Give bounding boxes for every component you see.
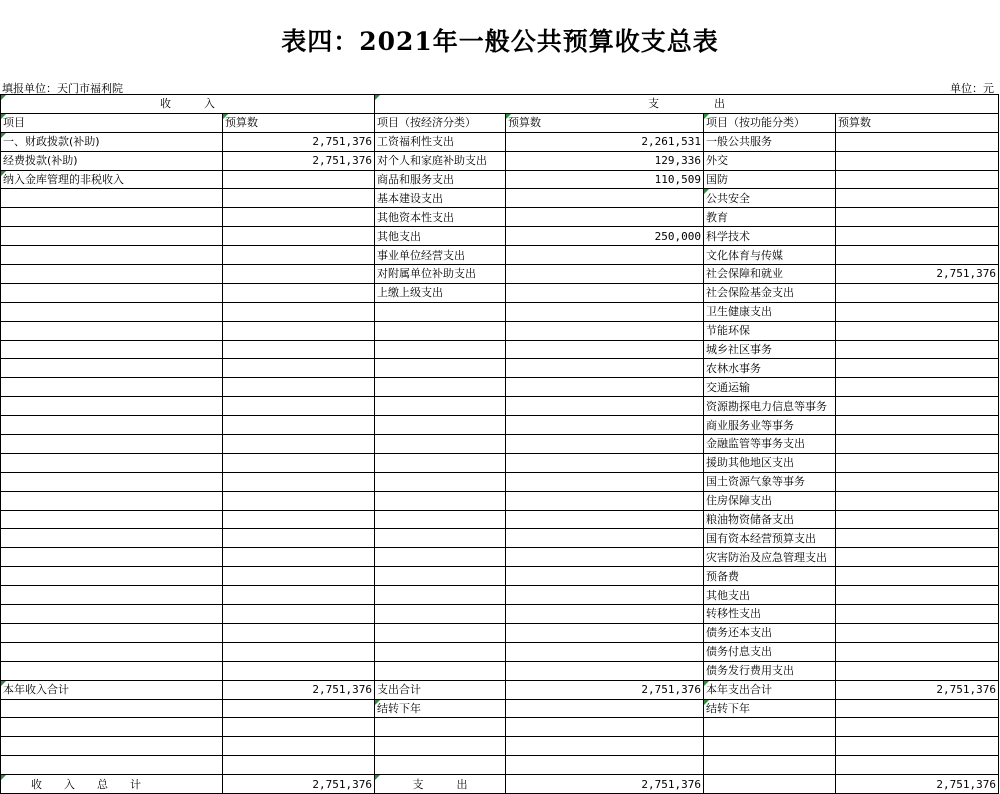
- currency-unit: 单位：元: [950, 82, 994, 95]
- income-item-cell[interactable]: [1, 265, 223, 284]
- income-budget-cell[interactable]: [223, 283, 375, 302]
- func-budget-cell[interactable]: [836, 170, 999, 189]
- econ-item-cell[interactable]: 工资福利性支出: [375, 132, 506, 151]
- table-row: [1, 718, 999, 737]
- expense-header-cell[interactable]: 支 出: [375, 95, 999, 114]
- econ-item-cell[interactable]: 事业单位经营支出: [375, 246, 506, 265]
- func-budget-cell[interactable]: [836, 491, 999, 510]
- table-row: [1, 435, 999, 454]
- func-item-cell[interactable]: 援助其他地区支出: [704, 453, 836, 472]
- econ-item-cell[interactable]: [375, 435, 506, 454]
- income-header-cell[interactable]: 收 入: [1, 95, 375, 114]
- table-row: [1, 642, 999, 661]
- func-item-cell[interactable]: 节能环保: [704, 321, 836, 340]
- econ-budget-cell[interactable]: [506, 586, 704, 605]
- func-item-cell[interactable]: [704, 756, 836, 775]
- func-item-cell[interactable]: 文化体育与传媒: [704, 246, 836, 265]
- econ-item-cell[interactable]: [375, 661, 506, 680]
- income-item-cell[interactable]: [1, 302, 223, 321]
- table-row: [1, 661, 999, 680]
- income-budget-cell[interactable]: 2,751,376: [223, 151, 375, 170]
- func-budget-cell[interactable]: [836, 246, 999, 265]
- econ-item-cell[interactable]: 其他资本性支出: [375, 208, 506, 227]
- func-item-cell[interactable]: 科学技术: [704, 227, 836, 246]
- func-budget-cell[interactable]: [836, 359, 999, 378]
- income-budget-cell[interactable]: [223, 623, 375, 642]
- table-row: [1, 491, 999, 510]
- col-header-item[interactable]: 项目: [1, 113, 223, 132]
- income-item-cell[interactable]: [1, 642, 223, 661]
- econ-item-cell[interactable]: [375, 756, 506, 775]
- func-item-cell[interactable]: 社会保障和就业: [704, 265, 836, 284]
- econ-budget-cell[interactable]: [506, 491, 704, 510]
- func-budget-cell[interactable]: [836, 340, 999, 359]
- income-budget-cell[interactable]: [223, 302, 375, 321]
- econ-item-cell[interactable]: [375, 548, 506, 567]
- func-budget-cell[interactable]: [836, 378, 999, 397]
- func-budget-cell[interactable]: [836, 737, 999, 756]
- income-item-cell[interactable]: [1, 435, 223, 454]
- econ-budget-cell[interactable]: [506, 435, 704, 454]
- func-item-cell[interactable]: 转移性支出: [704, 605, 836, 624]
- func-budget-cell[interactable]: 2,751,376: [836, 265, 999, 284]
- income-item-cell[interactable]: 本年收入合计: [1, 680, 223, 699]
- table-row: [1, 623, 999, 642]
- col-header-econ-item[interactable]: 项目（按经济分类）: [375, 113, 506, 132]
- func-item-cell[interactable]: 交通运输: [704, 378, 836, 397]
- econ-budget-cell[interactable]: [506, 699, 704, 718]
- income-budget-cell[interactable]: [223, 510, 375, 529]
- func-budget-cell[interactable]: 2,751,376: [836, 775, 999, 794]
- func-item-cell[interactable]: 住房保障支出: [704, 491, 836, 510]
- econ-item-cell[interactable]: [375, 378, 506, 397]
- income-item-cell[interactable]: [1, 661, 223, 680]
- func-item-cell[interactable]: 国土资源气象等事务: [704, 472, 836, 491]
- income-budget-cell[interactable]: [223, 265, 375, 284]
- func-budget-cell[interactable]: [836, 548, 999, 567]
- income-budget-cell[interactable]: [223, 605, 375, 624]
- func-budget-cell[interactable]: [836, 756, 999, 775]
- income-budget-cell[interactable]: [223, 756, 375, 775]
- income-item-cell[interactable]: [1, 208, 223, 227]
- income-budget-cell[interactable]: [223, 170, 375, 189]
- func-item-cell[interactable]: 城乡社区事务: [704, 340, 836, 359]
- reporting-unit: 填报单位：天门市福利院: [2, 82, 123, 95]
- func-budget-cell[interactable]: [836, 661, 999, 680]
- table-row: [1, 132, 999, 151]
- income-item-cell[interactable]: [1, 623, 223, 642]
- econ-budget-cell[interactable]: [506, 283, 704, 302]
- func-item-cell[interactable]: 社会保险基金支出: [704, 283, 836, 302]
- table-row: [1, 529, 999, 548]
- econ-budget-cell[interactable]: [506, 718, 704, 737]
- econ-item-cell[interactable]: 支 出: [375, 775, 506, 794]
- income-budget-cell[interactable]: [223, 189, 375, 208]
- func-item-cell[interactable]: 商业服务业等事务: [704, 416, 836, 435]
- func-budget-cell[interactable]: [836, 453, 999, 472]
- econ-budget-cell[interactable]: [506, 661, 704, 680]
- func-item-cell[interactable]: 本年支出合计: [704, 680, 836, 699]
- econ-budget-cell[interactable]: [506, 208, 704, 227]
- table-row: [1, 321, 999, 340]
- func-budget-cell[interactable]: [836, 208, 999, 227]
- func-item-cell[interactable]: 国防: [704, 170, 836, 189]
- income-budget-cell[interactable]: [223, 529, 375, 548]
- income-item-cell[interactable]: [1, 321, 223, 340]
- table-row: [1, 265, 999, 284]
- table-row: [1, 397, 999, 416]
- income-budget-cell[interactable]: [223, 321, 375, 340]
- table-row: [1, 340, 999, 359]
- econ-budget-cell[interactable]: [506, 302, 704, 321]
- table-row: [1, 378, 999, 397]
- income-budget-cell[interactable]: [223, 642, 375, 661]
- econ-item-cell[interactable]: [375, 302, 506, 321]
- table-row: [1, 737, 999, 756]
- income-budget-cell[interactable]: 2,751,376: [223, 775, 375, 794]
- table-row: [1, 208, 999, 227]
- econ-budget-cell[interactable]: [506, 529, 704, 548]
- income-budget-cell[interactable]: [223, 208, 375, 227]
- func-item-cell[interactable]: 灾害防治及应急管理支出: [704, 548, 836, 567]
- income-budget-cell[interactable]: 2,751,376: [223, 132, 375, 151]
- income-item-cell[interactable]: [1, 756, 223, 775]
- func-budget-cell[interactable]: [836, 472, 999, 491]
- func-budget-cell[interactable]: [836, 302, 999, 321]
- table-row: [1, 189, 999, 208]
- econ-item-cell[interactable]: [375, 642, 506, 661]
- func-item-cell[interactable]: 金融监管等事务支出: [704, 435, 836, 454]
- func-budget-cell[interactable]: [836, 623, 999, 642]
- income-item-cell[interactable]: 一、财政拨款(补助): [1, 132, 223, 151]
- func-budget-cell[interactable]: [836, 586, 999, 605]
- econ-budget-cell[interactable]: 2,751,376: [506, 680, 704, 699]
- func-item-cell[interactable]: 外交: [704, 151, 836, 170]
- col-header-budget[interactable]: 预算数: [223, 113, 375, 132]
- table-row: [1, 605, 999, 624]
- econ-item-cell[interactable]: [375, 491, 506, 510]
- income-item-cell[interactable]: [1, 340, 223, 359]
- table-row: [1, 359, 999, 378]
- table-row: [1, 756, 999, 775]
- income-budget-cell[interactable]: [223, 567, 375, 586]
- econ-budget-cell[interactable]: [506, 510, 704, 529]
- econ-item-cell[interactable]: [375, 453, 506, 472]
- income-budget-cell[interactable]: [223, 718, 375, 737]
- econ-budget-cell[interactable]: [506, 321, 704, 340]
- income-item-cell[interactable]: [1, 510, 223, 529]
- subheader-row: [1, 113, 999, 132]
- income-item-cell[interactable]: [1, 227, 223, 246]
- table-row: [1, 302, 999, 321]
- econ-budget-cell[interactable]: [506, 453, 704, 472]
- income-budget-cell[interactable]: [223, 435, 375, 454]
- table-row: [1, 416, 999, 435]
- econ-item-cell[interactable]: [375, 397, 506, 416]
- econ-item-cell[interactable]: 商品和服务支出: [375, 170, 506, 189]
- table-row: [1, 472, 999, 491]
- income-item-cell[interactable]: [1, 529, 223, 548]
- econ-budget-cell[interactable]: 2,751,376: [506, 775, 704, 794]
- func-item-cell[interactable]: 其他支出: [704, 586, 836, 605]
- table-row: [1, 567, 999, 586]
- econ-budget-cell[interactable]: [506, 605, 704, 624]
- income-budget-cell[interactable]: [223, 586, 375, 605]
- table-row: [1, 246, 999, 265]
- econ-item-cell[interactable]: [375, 737, 506, 756]
- func-budget-cell[interactable]: [836, 529, 999, 548]
- income-item-cell[interactable]: [1, 491, 223, 510]
- table-row: [1, 227, 999, 246]
- func-item-cell[interactable]: 结转下年: [704, 699, 836, 718]
- func-budget-cell[interactable]: 2,751,376: [836, 680, 999, 699]
- income-budget-cell[interactable]: [223, 397, 375, 416]
- func-budget-cell[interactable]: [836, 227, 999, 246]
- table-row: [1, 283, 999, 302]
- econ-budget-cell[interactable]: [506, 623, 704, 642]
- income-budget-cell[interactable]: [223, 472, 375, 491]
- func-budget-cell[interactable]: [836, 605, 999, 624]
- func-budget-cell[interactable]: [836, 283, 999, 302]
- budget-table: [0, 94, 999, 794]
- func-item-cell[interactable]: 卫生健康支出: [704, 302, 836, 321]
- col-header-func-budget[interactable]: 预算数: [836, 113, 999, 132]
- col-header-econ-budget[interactable]: 预算数: [506, 113, 704, 132]
- func-budget-cell[interactable]: [836, 189, 999, 208]
- income-budget-cell[interactable]: [223, 737, 375, 756]
- econ-budget-cell[interactable]: [506, 737, 704, 756]
- func-item-cell[interactable]: 公共安全: [704, 189, 836, 208]
- func-item-cell[interactable]: 农林水事务: [704, 359, 836, 378]
- income-item-cell[interactable]: [1, 283, 223, 302]
- income-budget-cell[interactable]: 2,751,376: [223, 680, 375, 699]
- table-row: [1, 586, 999, 605]
- func-item-cell[interactable]: [704, 718, 836, 737]
- econ-item-cell[interactable]: 对个人和家庭补助支出: [375, 151, 506, 170]
- func-item-cell[interactable]: [704, 775, 836, 794]
- income-item-cell[interactable]: [1, 453, 223, 472]
- func-budget-cell[interactable]: [836, 510, 999, 529]
- func-item-cell[interactable]: 国有资本经营预算支出: [704, 529, 836, 548]
- econ-item-cell[interactable]: [375, 321, 506, 340]
- income-budget-cell[interactable]: [223, 340, 375, 359]
- econ-item-cell[interactable]: [375, 605, 506, 624]
- table-row: [1, 170, 999, 189]
- income-item-cell[interactable]: [1, 189, 223, 208]
- income-budget-cell[interactable]: [223, 699, 375, 718]
- econ-budget-cell[interactable]: [506, 189, 704, 208]
- econ-item-cell[interactable]: 其他支出: [375, 227, 506, 246]
- income-item-cell[interactable]: [1, 567, 223, 586]
- econ-item-cell[interactable]: 上缴上级支出: [375, 283, 506, 302]
- income-item-cell[interactable]: 收 入 总 计: [1, 775, 223, 794]
- econ-budget-cell[interactable]: [506, 397, 704, 416]
- table-row: [1, 548, 999, 567]
- income-item-cell[interactable]: [1, 397, 223, 416]
- income-item-cell[interactable]: [1, 246, 223, 265]
- func-budget-cell[interactable]: [836, 435, 999, 454]
- income-budget-cell[interactable]: [223, 453, 375, 472]
- income-item-cell[interactable]: 经费拨款(补助): [1, 151, 223, 170]
- income-budget-cell[interactable]: [223, 416, 375, 435]
- func-item-cell[interactable]: 预备费: [704, 567, 836, 586]
- func-budget-cell[interactable]: [836, 567, 999, 586]
- income-budget-cell[interactable]: [223, 378, 375, 397]
- income-budget-cell[interactable]: [223, 491, 375, 510]
- func-item-cell[interactable]: [704, 737, 836, 756]
- income-budget-cell[interactable]: [223, 359, 375, 378]
- econ-budget-cell[interactable]: [506, 416, 704, 435]
- econ-budget-cell[interactable]: [506, 359, 704, 378]
- col-header-func-item[interactable]: 项目（按功能分类）: [704, 113, 836, 132]
- income-budget-cell[interactable]: [223, 227, 375, 246]
- econ-item-cell[interactable]: [375, 472, 506, 491]
- econ-budget-cell[interactable]: [506, 567, 704, 586]
- table-row: [1, 453, 999, 472]
- econ-budget-cell[interactable]: 129,336: [506, 151, 704, 170]
- header-row: [1, 95, 999, 114]
- func-item-cell[interactable]: 资源勘探电力信息等事务: [704, 397, 836, 416]
- func-item-cell[interactable]: 债务还本支出: [704, 623, 836, 642]
- econ-budget-cell[interactable]: [506, 548, 704, 567]
- func-budget-cell[interactable]: [836, 718, 999, 737]
- func-budget-cell[interactable]: [836, 699, 999, 718]
- econ-item-cell[interactable]: [375, 529, 506, 548]
- func-item-cell[interactable]: 债务付息支出: [704, 642, 836, 661]
- func-item-cell[interactable]: 债务发行费用支出: [704, 661, 836, 680]
- income-item-cell[interactable]: [1, 586, 223, 605]
- income-item-cell[interactable]: [1, 737, 223, 756]
- table-row: [1, 151, 999, 170]
- income-budget-cell[interactable]: [223, 246, 375, 265]
- func-item-cell[interactable]: 粮油物资储备支出: [704, 510, 836, 529]
- econ-budget-cell[interactable]: [506, 642, 704, 661]
- func-budget-cell[interactable]: [836, 151, 999, 170]
- income-item-cell[interactable]: [1, 548, 223, 567]
- func-budget-cell[interactable]: [836, 642, 999, 661]
- func-budget-cell[interactable]: [836, 321, 999, 340]
- page-title: 表四：2021年一般公共预算收支总表: [281, 27, 719, 56]
- econ-budget-cell[interactable]: [506, 756, 704, 775]
- income-budget-cell[interactable]: [223, 548, 375, 567]
- table-row: [1, 699, 999, 718]
- econ-item-cell[interactable]: 结转下年: [375, 699, 506, 718]
- func-budget-cell[interactable]: [836, 416, 999, 435]
- table-row: [1, 680, 999, 699]
- income-budget-cell[interactable]: [223, 661, 375, 680]
- econ-budget-cell[interactable]: 110,509: [506, 170, 704, 189]
- econ-budget-cell[interactable]: [506, 265, 704, 284]
- econ-budget-cell[interactable]: [506, 378, 704, 397]
- econ-item-cell[interactable]: 对附属单位补助支出: [375, 265, 506, 284]
- income-item-cell[interactable]: [1, 472, 223, 491]
- income-item-cell[interactable]: [1, 605, 223, 624]
- econ-item-cell[interactable]: [375, 510, 506, 529]
- econ-item-cell[interactable]: [375, 416, 506, 435]
- grand-total-row: [1, 775, 999, 794]
- econ-item-cell[interactable]: 基本建设支出: [375, 189, 506, 208]
- income-item-cell[interactable]: 纳入金库管理的非税收入: [1, 170, 223, 189]
- func-budget-cell[interactable]: [836, 397, 999, 416]
- econ-item-cell[interactable]: [375, 718, 506, 737]
- table-row: [1, 510, 999, 529]
- econ-budget-cell[interactable]: 250,000: [506, 227, 704, 246]
- econ-budget-cell[interactable]: [506, 340, 704, 359]
- econ-budget-cell[interactable]: [506, 472, 704, 491]
- func-item-cell[interactable]: 教育: [704, 208, 836, 227]
- econ-budget-cell[interactable]: [506, 246, 704, 265]
- econ-item-cell[interactable]: [375, 586, 506, 605]
- income-item-cell[interactable]: [1, 699, 223, 718]
- func-budget-cell[interactable]: [836, 132, 999, 151]
- econ-item-cell[interactable]: 支出合计: [375, 680, 506, 699]
- econ-budget-cell[interactable]: 2,261,531: [506, 132, 704, 151]
- income-item-cell[interactable]: [1, 416, 223, 435]
- income-item-cell[interactable]: [1, 718, 223, 737]
- econ-item-cell[interactable]: [375, 567, 506, 586]
- econ-item-cell[interactable]: [375, 623, 506, 642]
- func-item-cell[interactable]: 一般公共服务: [704, 132, 836, 151]
- econ-item-cell[interactable]: [375, 340, 506, 359]
- income-item-cell[interactable]: [1, 359, 223, 378]
- econ-item-cell[interactable]: [375, 359, 506, 378]
- income-item-cell[interactable]: [1, 378, 223, 397]
